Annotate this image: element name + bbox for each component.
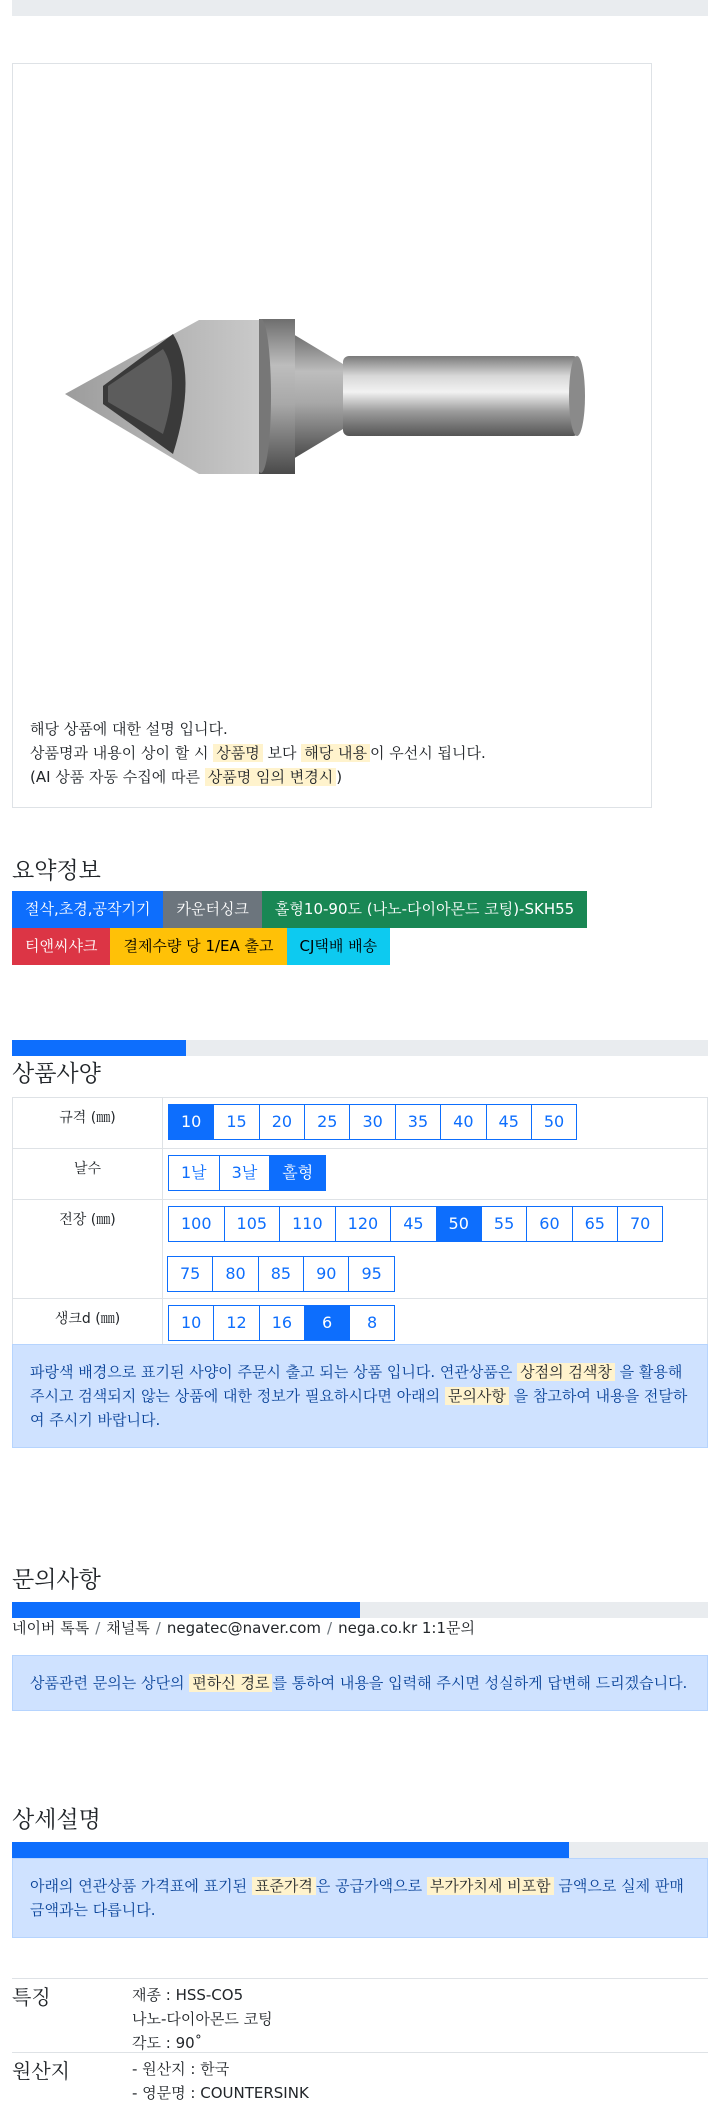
product-image-box [12, 63, 652, 808]
option-group [168, 1104, 702, 1140]
spec-option-button[interactable]: 15 [213, 1104, 259, 1140]
desc-text: 이 우선시 됩니다. [369, 744, 486, 762]
feature-row [12, 1978, 708, 2052]
badge-row-1 [12, 891, 587, 928]
notice-text: 은 공급가액으로 [315, 1877, 427, 1895]
spec-row-size [13, 1098, 708, 1149]
feature-values [132, 1983, 273, 2055]
notice-text: 을 활용해 주시고 검색되지 않는 상품에 대한 정보가 필요하시다면 아래의 [30, 1363, 683, 1405]
highlight-text: 해당 내용 [301, 744, 370, 762]
spec-option-button[interactable]: 1날 [168, 1155, 220, 1191]
brand-badge: 티앤씨샤크 [12, 928, 110, 965]
badge-row-2 [12, 928, 587, 965]
category-badge: 절삭,초경,공작기기 [12, 891, 163, 928]
spec-row-flutes [13, 1149, 708, 1200]
spec-progress-fill [12, 1040, 186, 1056]
notice-text: 금액으로 실제 판매금액과는 다릅니다. [30, 1877, 684, 1919]
origin-row [12, 2052, 708, 2101]
product-type-badge: 홀형10-90도 (나노-다이아몬드 코팅)-SKH55 [262, 891, 587, 928]
feature-title: 특징 [12, 1985, 51, 2009]
top-divider-bar [12, 0, 708, 16]
highlight-text: 부가가치세 비포함 [427, 1877, 554, 1895]
origin-values [132, 2057, 309, 2105]
link-separator: / [155, 1619, 161, 1637]
detail-progress-bar [12, 1842, 708, 1858]
one-to-one-inquiry-link[interactable]: nega.co.kr 1:1문의 [338, 1619, 475, 1637]
feature-line: 나노-다이아몬드 코팅 [132, 2010, 273, 2028]
notice-text: 를 통하여 내용을 입력해 주시면 성실하게 답변해 드리겠습니다. [272, 1674, 688, 1692]
spec-options-flutes [163, 1149, 708, 1200]
shipping-badge: CJ택배 배송 [287, 928, 391, 965]
summary-badges [12, 891, 587, 965]
spec-row-length [13, 1200, 708, 1299]
option-group [168, 1155, 702, 1191]
spec-option-button[interactable]: 100 [168, 1206, 225, 1242]
spec-option-button[interactable]: 90 [303, 1256, 349, 1292]
highlight-text: 상품명 임의 변경시 [205, 768, 336, 786]
spec-option-button[interactable]: 95 [348, 1256, 394, 1292]
spec-label-shank: 생크d (㎜) [13, 1299, 163, 1350]
inquiry-notice [12, 1655, 708, 1711]
spec-options-shank [163, 1299, 708, 1350]
spec-option-button[interactable]: 6 [304, 1305, 350, 1341]
desc-line-3 [30, 765, 486, 789]
spec-option-button[interactable]: 55 [481, 1206, 527, 1242]
origin-line: - 영문명 : COUNTERSINK [132, 2084, 309, 2102]
spec-options-size [163, 1098, 708, 1149]
spec-option-button[interactable]: 40 [440, 1104, 486, 1140]
desc-text: (AI 상품 자동 수집에 따른 [30, 768, 205, 786]
highlight-text: 상품명 [213, 744, 262, 762]
spec-option-button[interactable]: 12 [213, 1305, 259, 1341]
notice-text: 파랑색 배경으로 표기된 사양이 주문시 출고 되는 상품 입니다. 연관상품은 [30, 1363, 518, 1381]
option-group [168, 1305, 702, 1341]
channel-talk-link[interactable]: 채널톡 [106, 1619, 150, 1637]
spec-option-button[interactable]: 85 [258, 1256, 304, 1292]
detail-notice [12, 1858, 708, 1938]
desc-line-2 [30, 741, 486, 765]
desc-text: 상품명과 내용이 상이 할 시 [30, 744, 214, 762]
detail-title: 상세설명 [12, 1807, 101, 1833]
spec-label-flutes: 날수 [13, 1149, 163, 1200]
spec-option-button[interactable]: 8 [349, 1305, 395, 1341]
spec-label-length: 전장 (㎜) [13, 1200, 163, 1299]
desc-line-1: 해당 상품에 대한 설명 입니다. [30, 720, 228, 738]
desc-text: ) [336, 768, 343, 786]
link-separator: / [327, 1619, 333, 1637]
spec-option-button[interactable]: 10 [168, 1305, 214, 1341]
spec-row-shank [13, 1299, 708, 1350]
origin-title: 원산지 [12, 2059, 70, 2083]
spec-option-button[interactable]: 16 [259, 1305, 305, 1341]
desc-text: 보다 [262, 744, 302, 762]
quantity-badge: 결제수량 당 1/EA 출고 [110, 928, 286, 965]
spec-label-size: 규격 (㎜) [13, 1098, 163, 1149]
inquiry-links [12, 1617, 475, 1638]
link-separator: / [95, 1619, 101, 1637]
detail-progress-fill [12, 1842, 569, 1858]
countersink-product-image [63, 264, 623, 524]
product-description [30, 717, 486, 789]
feature-line: 각도 : 90˚ [132, 2034, 203, 2052]
spec-option-button[interactable]: 10 [168, 1104, 214, 1140]
spec-option-button[interactable]: 45 [390, 1206, 436, 1242]
spec-option-button[interactable]: 25 [304, 1104, 350, 1140]
highlight-text: 편하신 경로 [189, 1674, 272, 1692]
email-link[interactable]: negatec@naver.com [166, 1619, 322, 1637]
spec-option-button[interactable]: 65 [572, 1206, 618, 1242]
spec-option-button[interactable]: 60 [526, 1206, 572, 1242]
spec-option-button[interactable]: 75 [167, 1256, 213, 1292]
spec-option-button[interactable]: 80 [212, 1256, 258, 1292]
inquiry-progress-bar [12, 1602, 708, 1618]
option-group [168, 1206, 702, 1292]
inquiry-progress-fill [12, 1602, 360, 1618]
spec-option-button[interactable]: 3날 [219, 1155, 271, 1191]
spec-option-button[interactable]: 50 [436, 1206, 482, 1242]
spec-notice [12, 1344, 708, 1448]
highlight-text: 상점의 검색창 [517, 1363, 615, 1381]
naver-talktalk-link[interactable]: 네이버 톡톡 [12, 1619, 90, 1637]
spec-option-button[interactable]: 50 [531, 1104, 577, 1140]
spec-option-button[interactable]: 70 [617, 1206, 663, 1242]
feature-line: 재종 : HSS-CO5 [132, 1986, 244, 2004]
spec-option-button[interactable]: 20 [259, 1104, 305, 1140]
spec-progress-bar [12, 1040, 708, 1056]
summary-title: 요약정보 [12, 858, 101, 884]
highlight-text: 문의사항 [445, 1387, 509, 1405]
spec-option-button[interactable]: 홀형 [269, 1155, 326, 1191]
inquiry-title: 문의사항 [12, 1567, 101, 1593]
notice-text: 아래의 연관상품 가격표에 표기된 [30, 1877, 252, 1895]
spec-option-button[interactable]: 110 [279, 1206, 336, 1242]
spec-option-button[interactable]: 45 [486, 1104, 532, 1140]
highlight-text: 표준가격 [252, 1877, 316, 1895]
spec-option-button[interactable]: 30 [349, 1104, 395, 1140]
notice-text: 을 참고하여 내용을 전달하여 주시기 바랍니다. [30, 1387, 688, 1429]
spec-title: 상품사양 [12, 1061, 101, 1087]
spec-option-button[interactable]: 120 [335, 1206, 392, 1242]
spec-options-length [163, 1200, 708, 1299]
origin-line: - 원산지 : 한국 [132, 2060, 230, 2078]
subcategory-badge: 카운터싱크 [163, 891, 261, 928]
notice-text: 상품관련 문의는 상단의 [30, 1674, 190, 1692]
spec-table [12, 1097, 708, 1350]
spec-option-button[interactable]: 105 [224, 1206, 281, 1242]
spec-option-button[interactable]: 35 [395, 1104, 441, 1140]
